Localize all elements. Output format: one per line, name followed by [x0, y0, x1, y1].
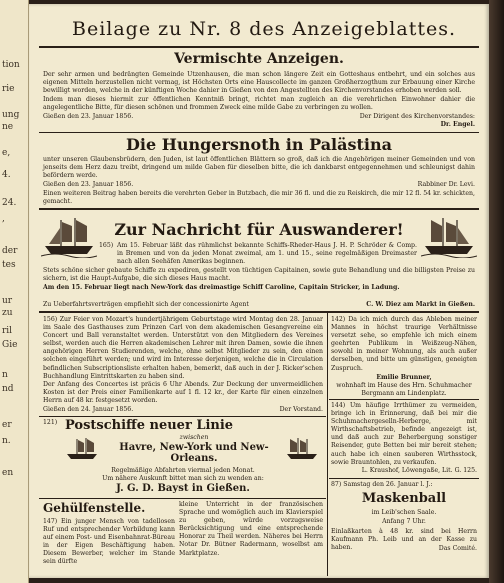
spine-fragment: 24.: [2, 198, 17, 208]
gehuelfen-heading: Gehülfenstelle.: [43, 501, 146, 515]
column-divider: [327, 312, 328, 576]
vermischte-signer-role: Der Dirigent des Kirchenvorstandes:: [359, 113, 475, 120]
book-edge: [489, 0, 504, 583]
adjacent-page-spine: [0, 0, 29, 583]
vermischte-body: Der sehr armen und bedrängten Gemeinde Utzenhausen, die man schon längere Zeit ein Gotteshaus entbehrt, und ein solches aus eigenen Mitteln herzustellen nicht vermag, ist Höchsten Orts eine Hauscollecte im ganzen Großherzogthum zur Erbauung einer Kirche bewilligt worden, welche in der künftigen Woche dahier in Gießen von den Angestellten des Kirchenvorstandes erhoben werden soll.: [43, 71, 475, 95]
sailing-ship-icon: [421, 214, 477, 258]
section-rule: [329, 478, 479, 479]
palaestina-note: Einen weiteren Beitrag haben bereits die verehrten Geber in Butzbach, die mir 36 fl. und die zu Reiskirch, die mir 12 fl. 54 kr. schickten, gemacht.: [43, 190, 475, 206]
gehuelfen-ref: 147): [43, 518, 58, 525]
auswanderer-ref: 165): [99, 242, 114, 249]
sailing-ship-icon: [41, 214, 97, 258]
spine-fragment: nd: [2, 384, 14, 394]
spine-fragment: der: [2, 246, 18, 256]
palaestina-heading: Die Hungersnoth in Palästina: [126, 135, 392, 154]
section-rule: [39, 416, 326, 417]
postschiffe-between: zwischen: [179, 434, 209, 441]
mozart-date: Gießen den 24. Januar 1856.: [43, 406, 134, 413]
auswanderer-heading: Zur Nachricht für Auswanderer!: [114, 220, 404, 239]
palaestina-signer: Rabbiner Dr. Levi.: [417, 181, 475, 188]
spine-fragment: ne: [2, 122, 14, 132]
spine-fragment: Gie: [2, 340, 18, 350]
right142-body: Da ich mich durch das Ableben meiner Mannes in höchst traurige Verhältnisse versetzt sehe, so empfehle ich mich einem geehrten Publikum in Weißzeug-Nähen, sowohl in meiner Wohnung, als auch außer derselben, und bitte um günstigen, geneigten Zuspruch.: [331, 316, 477, 372]
right142-signer: Emilie Brunner,: [376, 374, 432, 381]
spine-fragment: tes: [2, 260, 16, 270]
spine-fragment: ur: [2, 296, 13, 306]
maskenball-date: Samstag den 26. Januar l. J.:: [343, 481, 433, 488]
vermischte-heading: Vermischte Anzeigen.: [174, 51, 344, 67]
mozart-start: Der Anfang des Concertes ist präcis 6 Uhr Abends. Zur Deckung der unvermeidlichen Kosten ist der Preis einer Familienkarte auf 1 fl. 12 kr., der Karte für einen einzelnen Herrn auf 48 kr. festgesetzt worden.: [43, 381, 323, 405]
newspaper-page: [29, 4, 489, 578]
palaestina-body: unter unseren Glaubensbrüdern, den Juden, ist laut öffentlichen Blättern so groß, daß ich die Angehörigen meiner Gemeinden und von jenseits dem Herz dazu treibt, dringend um milde Gaben für dieselben bitte, die ich dankbarst entgegennehmen und schleunigst dahin befördern werde.: [43, 156, 475, 180]
section-rule: [39, 132, 479, 133]
maskenball-venue: im Leib'schen Saale.: [371, 509, 437, 516]
maskenball-heading: Maskenball: [361, 491, 447, 506]
postschiffe-ref: 121): [43, 419, 58, 426]
right144-signer: L. Kraushof, Löwengaße, Lit. G. 125.: [361, 467, 477, 474]
gehuelfen-body-2: kleine Unterricht in der französischen Sprache und womöglich auch im Klavierspiel zu geben, würde vorzugsweise Berücksichtigung und eine entsprechende Honorar zu Theil werden. Näheres bei Herrn Notar Dr. Bütner Radermann, woselbst am Marktplatze.: [179, 501, 323, 557]
postschiffe-route: Havre, New-York und New-Orleans.: [119, 442, 269, 464]
mozart-signer: Der Vorstand.: [279, 406, 323, 413]
maskenball-signer: Das Comité.: [438, 545, 477, 552]
auswanderer-agent-prefix: Zu Ueberfahrtsverträgen empfiehlt sich der concessionirte Agent: [43, 301, 249, 308]
section-rule: [39, 498, 326, 499]
spine-fragment: tion: [2, 60, 20, 70]
supplement-title: Beilage zu Nr. 8 des Anzeigeblattes.: [71, 18, 456, 40]
auswanderer-agent: C. W. Diez am Markt in Gießen.: [366, 301, 475, 308]
right142-ref: 142): [331, 316, 346, 323]
postschiffe-heading: Postschiffe neuer Linie: [65, 418, 234, 433]
header-rule: [39, 46, 479, 48]
section-rule: [39, 311, 479, 313]
spine-fragment: ung: [2, 110, 20, 120]
maskenball-ref: 87): [331, 481, 342, 488]
spine-fragment: en: [2, 468, 14, 478]
spine-fragment: n.: [2, 436, 11, 446]
auswanderer-highlight: Am den 15. Februar liegt nach New-York das dreimastige Schiff Caroline, Capitain Stricker, in Ladung.: [43, 284, 400, 291]
spine-fragment: 4.: [2, 170, 11, 180]
auswanderer-body-2: Stets schöne sicher gebaute Schiffe zu expediren, gestellt von tüchtigen Capitainen, sowie gute Behandlung und die billigsten Preise zu sichern, ist die Haupt-Aufgabe, die sich dieses Haus macht.: [43, 267, 475, 283]
gehuelfen-body: Ein junger Mensch von tadellosen Ruf und entsprechender Vorbildung kann auf einem Post- und Eisenbahnrat-Büreau in der Eigen Beschäftigung haben. Diesem Bewerber, welcher im Stande sein dürfte: [43, 518, 176, 566]
mozart-body: Zur Feier von Mozart's hundertjährigem Geburtstage wird Montag den 28. Januar im Saale des Gasthauses zum Prinzen Carl von dem akademischen Gesangvereine ein Concert und Ball veranstaltet werden. Unterstützt von den Mitgliedern des Vereines selbst, werden auch die Herren akademischen Lehrer mit ihren Damen, sowie die ihnen angehörigen Herren Studierenden, welche, ohne selbst Mitglieder zu sein, den einen solchen eingeführt werden; und wird im Interesse derjenigen, welche die in Circulation befindlichen Subscriptionsliste erhalten haben, bemerkt, daß auch in der J. Ricker'schen Buchhandlung Eintrittskarten zu haben sind.: [43, 316, 323, 380]
postschiffe-info: Um nähere Auskunft bittet man sich zu wenden an:: [102, 475, 264, 482]
vermischte-signer: Dr. Engel.: [440, 121, 475, 128]
right142-address: wohnhaft im Hause des Hrn. Schuhmacher Bergmann am Lindenplatz.: [336, 382, 472, 398]
postschiffe-agent: J. G. D. Bayst in Gießen.: [116, 483, 250, 494]
section-rule: [329, 399, 479, 400]
mozart-ref: 156): [43, 316, 58, 323]
auswanderer-body: Am 15. Februar läßt das rühmlichst bekannte Schiffs-Rheder-Haus J. H. P. Schröder & Comp. in Bremen und von da jeden Monat zweimal, am 1. und 15., seine regelmäßigen Dreimaster nach allen Seehäfen Amerikas beginnen.: [117, 242, 417, 266]
maskenball-entry: Einlaßkarten à 48 kr. sind bei Herrn Kaufmann Ph. Leib und an der Kasse zu haben.: [331, 528, 477, 552]
right144-ref: 144): [331, 402, 346, 409]
spine-fragment: n: [2, 370, 8, 380]
spine-fragment: e,: [2, 148, 11, 158]
right144-body: Um häufige Irrthümer zu vermeiden, bringe ich in Erinnerung, daß bei mir die Schuhmachergeselln-Herberge, mit Wirthschaftsbetrieb, befinde angezeigt ist, und daß auch zur Beherbergung sonstiger Reisender, gute Betten bei mir bereit stehen; auch habe ich einen sauberen Wirthsstock, sowie Brauntohlen, zu verkaufen.: [331, 402, 478, 466]
vermischte-date: Gießen den 23. Januar 1856.: [43, 113, 134, 120]
postschiffe-schedule: Regelmäßige Abfahrten viermal jeden Monat.: [111, 467, 255, 474]
sailing-ship-icon: [65, 436, 99, 462]
section-rule: [39, 208, 479, 210]
maskenball-start: Anfang 7 Uhr.: [382, 518, 426, 525]
spine-fragment: zu: [2, 308, 13, 318]
palaestina-date: Gießen den 23. Januar 1856.: [43, 181, 134, 188]
spine-fragment: rie: [2, 84, 15, 94]
spine-fragment: ,: [2, 214, 5, 224]
sailing-ship-icon: [285, 436, 319, 462]
spine-fragment: er: [2, 420, 12, 430]
spine-fragment: ril: [2, 326, 13, 336]
vermischte-body-2: Indem man dieses hiermit zur öffentlichen Kenntniß bringt, richtet man zugleich an die verehrlichen Einwohner dahier die angelegentliche Bitte, für diesen schönen und frommen Zweck eine milde Gabe zu verbringen zu wollen.: [43, 96, 475, 112]
